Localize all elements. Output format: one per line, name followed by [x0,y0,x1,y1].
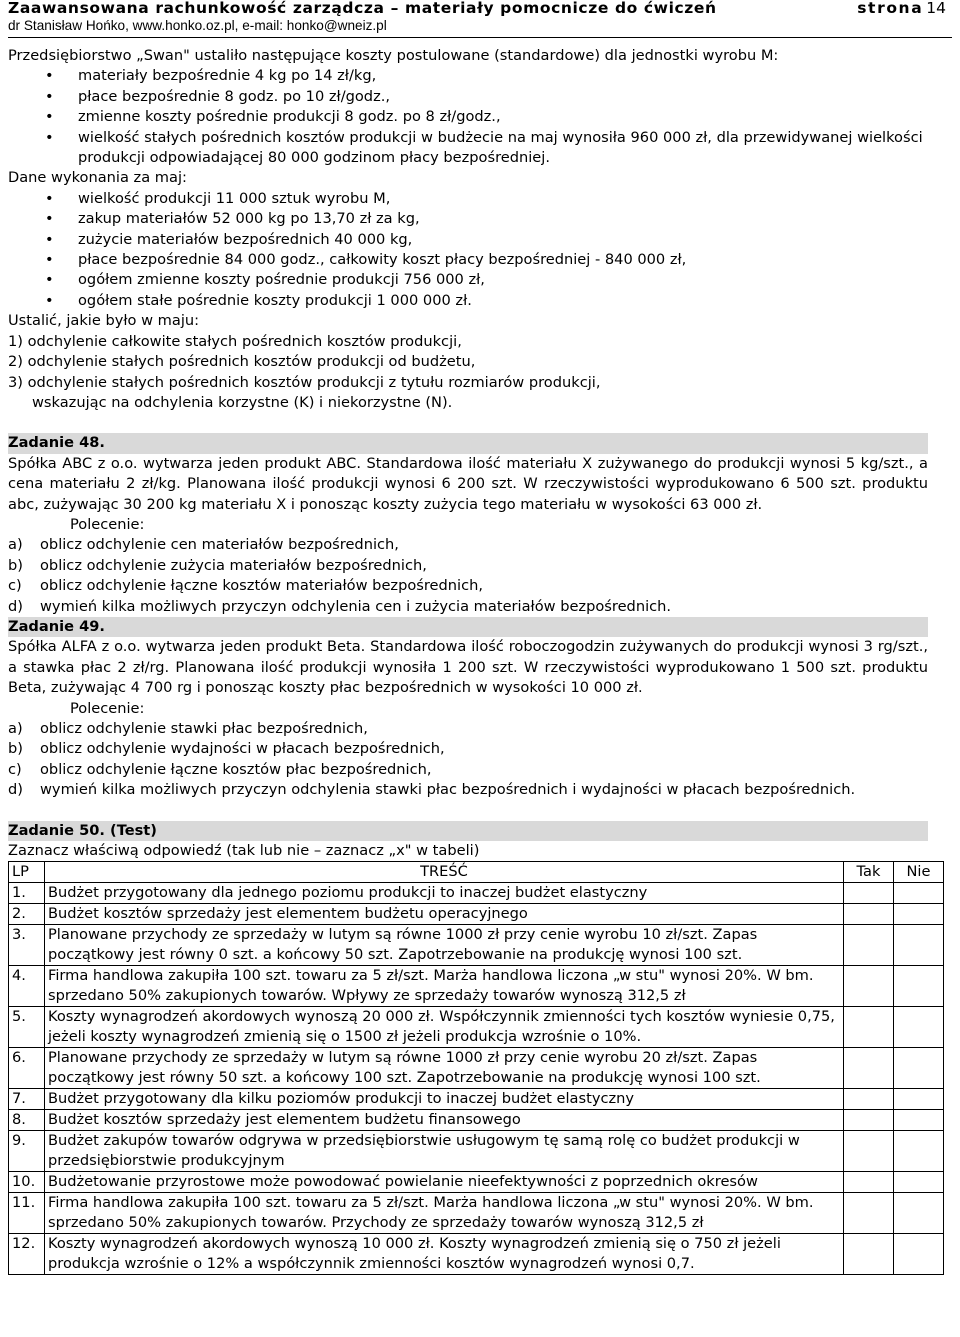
list-item-text: wielkość produkcji 11 000 sztuk wyrobu M, [78,189,391,207]
row-number: 12. [9,1234,45,1275]
bullet-icon: • [45,271,54,289]
task-item: 3) odchylenie stałych pośrednich kosztów produkcji z tytułu rozmiarów produkcji, [8,373,601,391]
list-item-text: zakup materiałów 52 000 kg po 13,70 zł za kg, [78,210,420,228]
tak-cell[interactable] [844,1131,894,1172]
item-letter: b) [8,556,23,574]
nie-cell[interactable] [894,1089,944,1110]
list-item [8,719,928,739]
table-row [9,904,944,925]
list-item-text: oblicz odchylenie łączne kosztów płac bezpośrednich, [40,760,432,778]
nie-cell[interactable] [894,966,944,1007]
table-row [9,1048,944,1089]
row-text: Budżetowanie przyrostowe może powodować powielanie nieefektywności z poprzednich okresów [45,1172,844,1193]
table-row [9,1172,944,1193]
task-note: wskazując na odchylenia korzystne (K) i niekorzystne (N). [32,393,453,411]
page-indicator [857,0,946,18]
item-letter: d) [8,597,23,615]
header-divider [8,37,952,38]
bullet-icon: • [45,128,54,146]
row-number: 2. [9,904,45,925]
list-item [8,87,928,107]
list-item-text: wielkość stałych pośrednich kosztów produkcji w budżecie na maj wynosiła 960 000 zł, dla przewidywanej wielkości produkcji odpowiadającej 80 000 godzinom płacy bezpośredniej. [78,128,923,167]
list-item-text: oblicz odchylenie zużycia materiałów bezpośrednich, [40,556,427,574]
row-number: 1. [9,883,45,904]
list-item-text: oblicz odchylenie cen materiałów bezpośrednich, [40,536,399,554]
table-row [9,1131,944,1172]
table-row [9,1089,944,1110]
tak-cell[interactable] [844,1172,894,1193]
row-number: 6. [9,1048,45,1089]
nie-cell[interactable] [894,1007,944,1048]
list-item-text: zmienne koszty pośrednie produkcji 8 godz. po 8 zł/godz., [78,108,501,126]
row-number: 8. [9,1110,45,1131]
item-letter: b) [8,740,23,758]
task-50-instruction: Zaznacz właściwą odpowiedź (tak lub nie – zaznacz „x" w tabeli) [8,842,480,860]
tak-cell[interactable] [844,1089,894,1110]
task-48-polecenie: Polecenie: [70,515,145,533]
nie-cell[interactable] [894,1048,944,1089]
row-text: Budżet zakupów towarów odgrywa w przedsiębiorstwie usługowym tę samą rolę co budżet produkcji w przedsiębiorstwie produkcyjnym [45,1131,844,1172]
tak-cell[interactable] [844,1048,894,1089]
tak-cell[interactable] [844,904,894,925]
nie-cell[interactable] [894,1193,944,1234]
list-item [8,250,928,270]
row-text: Koszty wynagrodzeń akordowych wynoszą 20 000 zł. Współczynnik zmienności tych kosztów wyniesie 0,75, jeżeli koszty wynagrodzeń zmienią się o 1500 zł jeżeli produkcja wzrośnie o 10%. [45,1007,844,1048]
nie-cell[interactable] [894,1172,944,1193]
row-number: 7. [9,1089,45,1110]
list-item [8,556,928,576]
table-row [9,1007,944,1048]
row-text: Koszty wynagrodzeń akordowych wynoszą 10 000 zł. Koszty wynagrodzeń zmienią się o 750 zł jeżeli produkcja wzrośnie o 12% a współczynnik zmienności kosztów wynagrodzeń wynosi 0,7. [45,1234,844,1275]
row-number: 10. [9,1172,45,1193]
list-item [8,107,928,127]
bullet-icon: • [45,251,54,269]
table-row [9,925,944,966]
task-49-polecenie: Polecenie: [70,699,145,717]
nie-cell[interactable] [894,925,944,966]
row-number: 4. [9,966,45,1007]
list-item-text: płace bezpośrednie 8 godz. po 10 zł/godz., [78,87,391,105]
task-50-heading: Zadanie 50. (Test) [8,821,928,841]
row-text: Firma handlowa zakupiła 100 szt. towaru za 5 zł/szt. Marża handlowa liczona „w stu" wynosi 20%. W bm. sprzedano 50% zakupionych towarów. Przychody ze sprzedaży towarów wynoszą 312,5 zł [45,1193,844,1234]
list-item [8,597,928,617]
list-item-text: płace bezpośrednie 84 000 godz., całkowity koszt płacy bezpośredniej - 840 000 zł, [78,251,687,269]
data-lead: Dane wykonania za maj: [8,169,187,187]
list-item [8,270,928,290]
tak-cell[interactable] [844,1110,894,1131]
table-header-row [9,862,944,883]
row-number: 11. [9,1193,45,1234]
author-line: dr Stanisław Hońko, www.honko.oz.pl, e-mail: honko@wneiz.pl [8,18,387,33]
bullet-icon: • [45,291,54,309]
list-item-text: wymień kilka możliwych przyczyn odchylenia cen i zużycia materiałów bezpośrednich. [40,597,672,615]
bullet-icon: • [45,87,54,105]
list-item [8,230,928,250]
tak-cell[interactable] [844,1007,894,1048]
list-item-text: oblicz odchylenie stawki płac bezpośrednich, [40,720,368,737]
tak-cell[interactable] [844,883,894,904]
list-item [8,66,928,86]
standard-costs-list [8,66,928,168]
nie-cell[interactable] [894,904,944,925]
row-number: 3. [9,925,45,966]
row-text: Planowane przychody ze sprzedaży w lutym są równe 1000 zł przy cenie wyrobu 10 zł/szt. Zapas początkowy jest równy 0 szt. a końcowy 50 szt. Zapotrzebowanie na produkcję wynosi 100 szt. [45,925,844,966]
column-header-lp: LP [9,862,45,883]
task-item: 1) odchylenie całkowite stałych pośrednich kosztów produkcji, [8,332,462,350]
task-49-text: Spółka ALFA z o.o. wytwarza jeden produkt Beta. Standardowa ilość roboczogodzin zużywanych do produkcji wynosi 3 rg/szt., a stawka płac 2 zł/rg. Planowana ilość produkcji wynosiła 1 200 szt. W rzeczywistości wyprodukowano 1 500 szt. produktu Beta, zużywając 4 700 rg i ponosząc koszty płac bezpośrednich w wysokości 10 000 zł. [8,638,928,697]
list-item-text: oblicz odchylenie łączne kosztów materiałów bezpośrednich, [40,577,484,595]
tak-cell[interactable] [844,1234,894,1275]
row-number: 5. [9,1007,45,1048]
nie-cell[interactable] [894,1110,944,1131]
bullet-icon: • [45,67,54,85]
table-row [9,1110,944,1131]
task-49-items [8,719,928,801]
list-item [8,535,928,555]
list-item [8,780,928,800]
list-item-text: zużycie materiałów bezpośrednich 40 000 kg, [78,230,413,248]
bullet-icon: • [45,230,54,248]
intro-lead: Przedsiębiorstwo „Swan" ustaliło następujące koszty postulowane (standardowe) dla jednostki wyrobu M: [8,47,779,64]
test-table [8,861,944,1275]
page-header [8,0,952,40]
task-48-heading: Zadanie 48. [8,433,928,453]
row-text: Planowane przychody ze sprzedaży w lutym są równe 1000 zł przy cenie wyrobu 20 zł/szt. Zapas początkowy jest równy 50 szt. a końcowy 100 szt. Zapotrzebowanie na produkcję wynosi 100 szt. [45,1048,844,1089]
task-item: 2) odchylenie stałych pośrednich kosztów produkcji od budżetu, [8,353,476,371]
page-number: 14 [926,0,946,17]
list-item [8,189,928,209]
tak-cell[interactable] [844,966,894,1007]
tak-cell[interactable] [844,925,894,966]
row-text: Budżet przygotowany dla kilku poziomów produkcji to inaczej budżet elastyczny [45,1089,844,1110]
page-content [8,46,931,1275]
page-label: strona [857,0,924,17]
list-item-text: materiały bezpośrednie 4 kg po 14 zł/kg, [78,67,377,85]
item-letter: c) [8,760,22,778]
document-title: Zaawansowana rachunkowość zarządcza – materiały pomocnicze do ćwiczeń [8,0,717,17]
list-item-text: ogółem stałe pośrednie koszty produkcji 1 000 000 zł. [78,291,472,309]
column-header-nie: Nie [894,862,944,883]
list-item-text: ogółem zmienne koszty pośrednie produkcji 756 000 zł, [78,271,485,289]
bullet-icon: • [45,210,54,228]
column-header-tresc: TREŚĆ [45,862,844,883]
bullet-icon: • [45,108,54,126]
list-item [8,128,928,169]
task-48-items [8,535,928,617]
row-number: 9. [9,1131,45,1172]
row-text: Firma handlowa zakupiła 100 szt. towaru za 5 zł/szt. Marża handlowa liczona „w stu" wynosi 20%. W bm. sprzedano 50% zakupionych towarów. Wpływy ze sprzedaży towarów wynoszą 312,5 zł [45,966,844,1007]
list-item-text: wymień kilka możliwych przyczyn odchylenia stawki płac bezpośrednich i wydajności w płacach bezpośrednich. [40,781,856,799]
nie-cell[interactable] [894,1131,944,1172]
list-item [8,760,928,780]
item-letter: d) [8,781,23,799]
table-row [9,1234,944,1275]
list-item [8,209,928,229]
tak-cell[interactable] [844,1193,894,1234]
task-49-heading: Zadanie 49. [8,617,928,637]
table-row [9,966,944,1007]
item-letter: a) [8,536,23,554]
nie-cell[interactable] [894,1234,944,1275]
task-48-text: Spółka ABC z o.o. wytwarza jeden produkt ABC. Standardowa ilość materiału X zużywanego do produkcji wynosi 5 kg/szt., a cena materiału 2 zł/kg. Planowana ilość produkcji wynosi 6 200 szt. W rzeczywistości wyprodukowano 6 500 szt. produktu abc, zużywając 30 200 kg materiału X i ponosząc koszty zużycia tego materiału w wysokości 63 000 zł. [8,454,928,513]
bullet-icon: • [45,189,54,207]
column-header-tak: Tak [844,862,894,883]
row-text: Budżet kosztów sprzedaży jest elementem budżetu operacyjnego [45,904,844,925]
list-item [8,291,928,311]
list-item [8,739,928,759]
list-item [8,576,928,596]
item-letter: c) [8,577,22,595]
execution-data-list [8,189,928,311]
table-row [9,883,944,904]
row-text: Budżet kosztów sprzedaży jest elementem budżetu finansowego [45,1110,844,1131]
nie-cell[interactable] [894,883,944,904]
task-lead: Ustalić, jakie było w maju: [8,312,200,330]
list-item-text: oblicz odchylenie wydajności w płacach bezpośrednich, [40,740,445,758]
table-row [9,1193,944,1234]
item-letter: a) [8,720,23,737]
row-text: Budżet przygotowany dla jednego poziomu produkcji to inaczej budżet elastyczny [45,883,844,904]
